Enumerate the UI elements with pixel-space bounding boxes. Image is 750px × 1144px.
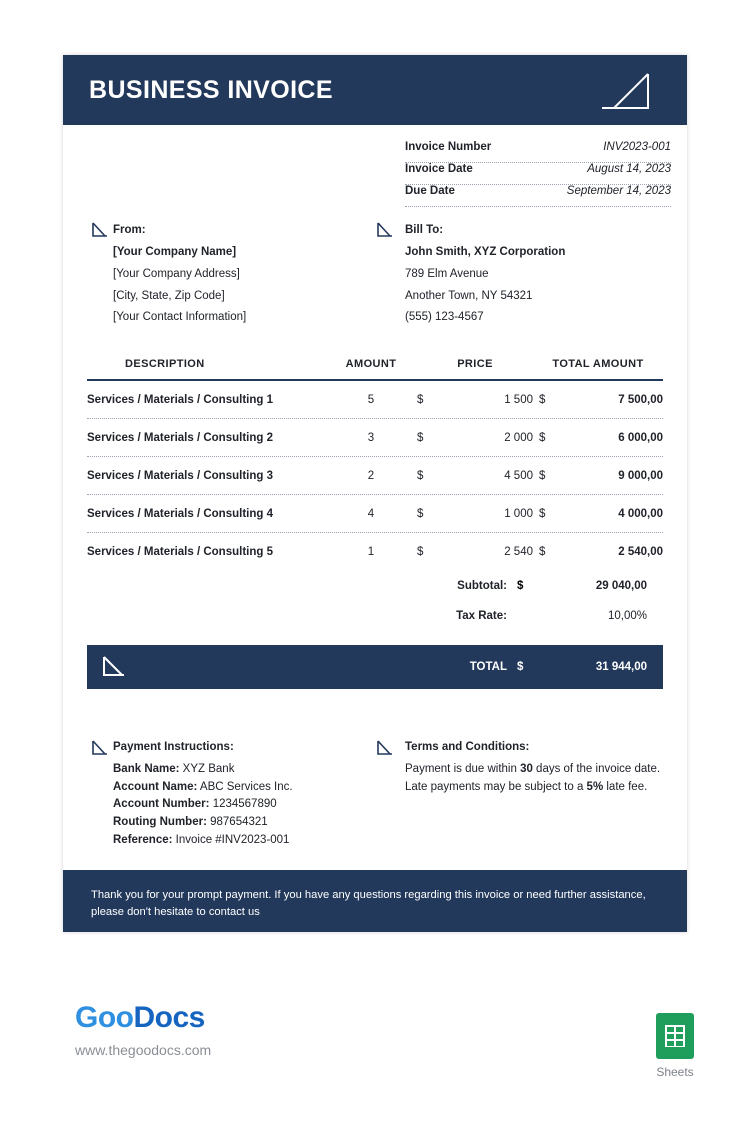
cell-description: Services / Materials / Consulting 4	[87, 507, 273, 520]
cell-price: 1 500	[504, 393, 533, 406]
payment-bank-name-label: Bank Name:	[113, 762, 180, 775]
cell-currency: $	[417, 469, 424, 482]
tax-value: 10,00%	[607, 610, 647, 622]
terms-text-3: late fee.	[603, 780, 648, 793]
from-block	[113, 220, 246, 329]
payment-reference-value: Invoice #INV2023-001	[175, 834, 290, 847]
google-sheets-badge	[645, 1013, 705, 1079]
subtotal-value: 29 040,00	[595, 580, 647, 592]
cell-amount: 1	[367, 546, 375, 558]
subtotal-label: Subtotal:	[457, 580, 507, 592]
cell-currency-total: $	[539, 507, 546, 520]
terms-text-2: days of the invoice date. Late payments may be subject to a	[405, 762, 661, 793]
cell-total: 6 000,00	[618, 431, 663, 444]
corner-arrow-icon	[91, 221, 109, 239]
meta-value: September 14, 2023	[566, 185, 671, 197]
sheets-icon	[656, 1013, 694, 1059]
corner-arrow-icon	[596, 72, 652, 112]
cell-price: 2 540	[504, 546, 533, 558]
payment-routing-number	[113, 814, 363, 832]
sheets-label: Sheets	[656, 1065, 694, 1079]
from-line: [City, State, Zip Code]	[113, 289, 225, 302]
corner-arrow-icon	[91, 739, 109, 757]
invoice-sheet	[63, 55, 687, 932]
cell-total: 2 540,00	[618, 546, 663, 558]
bill-to-line: 789 Elm Avenue	[405, 267, 489, 280]
bill-to-line: (555) 123-4567	[405, 311, 484, 324]
cell-currency-total: $	[539, 546, 546, 558]
cell-price: 1 000	[504, 507, 533, 520]
column-header-amount: AMOUNT	[345, 358, 397, 370]
corner-arrow-icon	[376, 221, 394, 239]
payment-routing-number-label: Routing Number:	[113, 816, 207, 829]
subtotal-row	[87, 571, 663, 601]
column-header-description: DESCRIPTION	[125, 358, 205, 370]
cell-currency: $	[417, 393, 424, 406]
meta-label: Due Date	[405, 185, 455, 197]
payment-title: Payment Instructions:	[113, 741, 234, 753]
table-row	[87, 457, 663, 495]
tax-row	[87, 601, 663, 631]
bill-to-title: Bill To:	[405, 224, 444, 236]
corner-arrow-icon	[376, 739, 394, 757]
payment-reference-label: Reference:	[113, 834, 173, 847]
cell-total: 9 000,00	[618, 469, 663, 482]
cell-currency-total: $	[539, 393, 546, 406]
goodocs-logo-part2: Docs	[133, 1001, 205, 1034]
cell-description: Services / Materials / Consulting 3	[87, 469, 273, 482]
line-items-table	[87, 358, 663, 631]
goodocs-branding	[75, 1003, 211, 1058]
total-currency: $	[517, 661, 524, 673]
cell-total: 7 500,00	[618, 393, 663, 406]
cell-currency: $	[417, 431, 424, 444]
payment-bank-name-value: XYZ Bank	[182, 762, 235, 775]
meta-row	[405, 163, 671, 185]
payment-account-number-label: Account Number:	[113, 798, 210, 811]
payment-account-name	[113, 779, 363, 797]
column-header-price: PRICE	[457, 358, 493, 370]
terms-block	[405, 739, 661, 796]
terms-text-1: Payment is due within	[405, 762, 521, 775]
column-header-total: TOTAL AMOUNT	[552, 358, 644, 370]
meta-value: August 14, 2023	[587, 163, 671, 175]
terms-text	[405, 761, 661, 797]
meta-row	[405, 141, 671, 163]
cell-amount: 4	[367, 507, 375, 520]
from-line: [Your Company Name]	[113, 245, 237, 258]
payment-bank-name	[113, 761, 363, 779]
cell-description: Services / Materials / Consulting 5	[87, 546, 273, 558]
terms-title: Terms and Conditions:	[405, 741, 530, 753]
corner-arrow-icon	[101, 655, 127, 679]
cell-currency: $	[417, 546, 424, 558]
from-line: [Your Contact Information]	[113, 311, 247, 324]
table-header-row	[87, 358, 663, 381]
from-line: [Your Company Address]	[113, 267, 240, 280]
meta-label: Invoice Number	[405, 141, 492, 153]
bill-to-block	[405, 220, 565, 329]
page-title: BUSINESS INVOICE	[89, 76, 333, 104]
cell-description: Services / Materials / Consulting 1	[87, 393, 273, 406]
payment-account-name-value: ABC Services Inc.	[199, 780, 293, 793]
cell-description: Services / Materials / Consulting 2	[87, 431, 273, 444]
table-row	[87, 495, 663, 533]
thank-you-text: Thank you for your prompt payment. If you have any questions regarding this invoice or need further assistance, please don't hesitate to contact us	[91, 889, 646, 918]
payment-routing-number-value: 987654321	[210, 816, 268, 829]
cell-amount: 3	[367, 431, 375, 444]
cell-amount: 2	[367, 469, 375, 482]
cell-amount: 5	[367, 393, 375, 406]
cell-currency-total: $	[539, 469, 546, 482]
cell-currency: $	[417, 507, 424, 520]
total-label: TOTAL	[469, 661, 507, 673]
cell-price: 4 500	[504, 469, 533, 482]
payment-account-number-value: 1234567890	[212, 798, 277, 811]
meta-value: INV2023-001	[603, 141, 671, 153]
payment-account-name-label: Account Name:	[113, 780, 198, 793]
meta-row	[405, 185, 671, 207]
total-bar	[87, 645, 663, 689]
payment-account-number	[113, 796, 363, 814]
invoice-header	[63, 55, 687, 125]
invoice-meta	[405, 141, 671, 207]
cell-currency-total: $	[539, 431, 546, 444]
subtotal-currency: $	[517, 580, 524, 592]
payment-reference	[113, 832, 363, 850]
total-value: 31 944,00	[595, 661, 647, 673]
goodocs-logo	[75, 1003, 211, 1033]
meta-label: Invoice Date	[405, 163, 473, 175]
table-row	[87, 381, 663, 419]
table-row	[87, 419, 663, 457]
bill-to-line: John Smith, XYZ Corporation	[405, 245, 566, 258]
table-row	[87, 533, 663, 571]
goodocs-url: www.thegoodocs.com	[75, 1042, 212, 1058]
from-title: From:	[113, 224, 146, 236]
cell-price: 2 000	[504, 431, 533, 444]
bill-to-line: Another Town, NY 54321	[405, 289, 533, 302]
payment-instructions-block	[113, 739, 363, 850]
thank-you-bar	[63, 870, 687, 932]
terms-bold-fee: 5%	[586, 780, 604, 793]
cell-total: 4 000,00	[618, 507, 663, 520]
goodocs-logo-part1: Goo	[75, 1001, 134, 1034]
terms-bold-days: 30	[520, 762, 533, 775]
tax-label: Tax Rate:	[456, 610, 507, 622]
